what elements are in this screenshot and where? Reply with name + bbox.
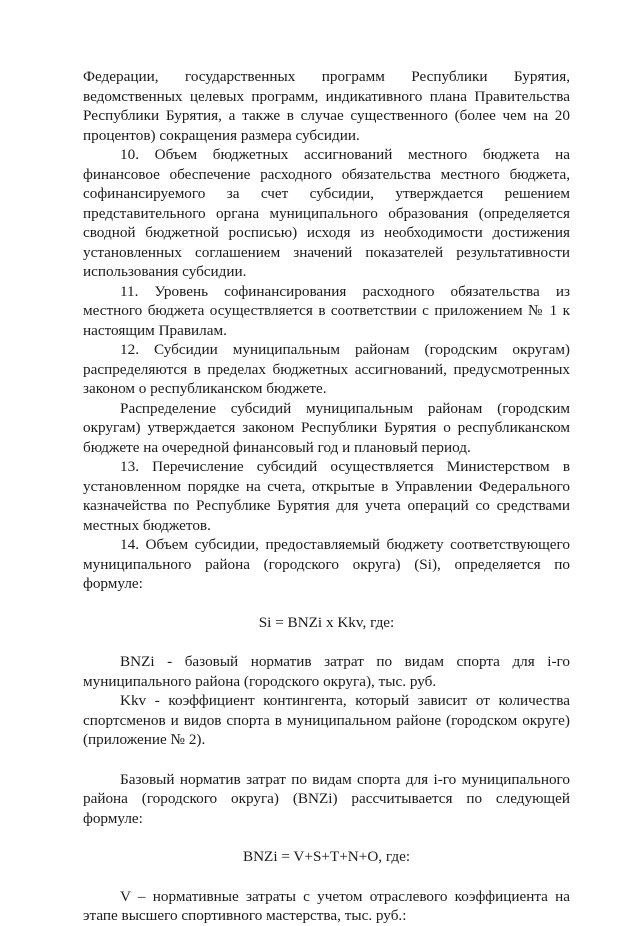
spacer	[83, 828, 570, 847]
definition-v: V – нормативные затраты с учетом отраслевого коэффициента на этапе высшего спортивного мастерства, тыс. руб.:	[83, 887, 570, 924]
formula-si: Si = BNZi x Kkv, где:	[258, 613, 395, 631]
definition-bnzi: BNZi - базовый норматив затрат по видам спорта для i-го муниципального района (городского округа), тыс. руб.	[83, 653, 570, 690]
spacer	[83, 750, 570, 770]
spacer	[83, 632, 570, 652]
paragraph-13: 13. Перечисление субсидий осуществляется Министерством в установленном порядке на счета, открытые в Управлении Федерального казначейства по Республике Бурятия для учета операций со средствами местных бюджетов.	[83, 458, 570, 534]
spacer	[83, 867, 570, 887]
spacer	[83, 594, 570, 613]
paragraph-14: 14. Объем субсидии, предоставляемый бюджету соответствующего муниципального района (городского округа) (Si), определяется по формуле:	[83, 536, 570, 592]
formula-bnzi: BNZi = V+S+T+N+O, где:	[242, 848, 411, 865]
document-page	[83, 67, 570, 926]
paragraph-10: 10. Объем бюджетных ассигнований местного бюджета на финансовое обеспечение расходного обязательства местного бюджета, софинансируемого за счет субсидии, утверждается решением представительного органа муниципального образования (определяется сводной бюджетной росписью) исходя из необходимости достижения установленных соглашением значений показателей результативности использования субсидии.	[83, 146, 570, 280]
paragraph-11: 11. Уровень софинансирования расходного обязательства из местного бюджета осуществляется в соответствии с приложением № 1 к настоящим Правилам.	[83, 282, 570, 339]
paragraph-base-norm: Базовый норматив затрат по видам спорта для i-го муниципального района (городского округа) (BNZi) рассчитывается по следующей формуле:	[83, 770, 570, 827]
paragraph-continuation: Федерации, государственных программ Республики Бурятия, ведомственных целевых программ, индикативного плана Правительства Республики Бурятия, а также в случае существенного (более чем на 20 процентов) сокращения размера субсидии.	[83, 68, 570, 144]
paragraph-12: 12. Субсидии муниципальным районам (городским округам) распределяются в пределах бюджетных ассигнований, предусмотренных законом о республиканском бюджете.	[83, 341, 570, 397]
definition-kkv: Kkv - коэффициент контингента, который зависит от количества спортсменов и видов спорта в муниципальном районе (городском округе) (приложение № 2).	[83, 692, 570, 748]
paragraph-distribution: Распределение субсидий муниципальным районам (городским округам) утверждается законом Республики Бурятия о республиканском бюджете на очередной финансовый год и плановый период.	[83, 399, 570, 456]
